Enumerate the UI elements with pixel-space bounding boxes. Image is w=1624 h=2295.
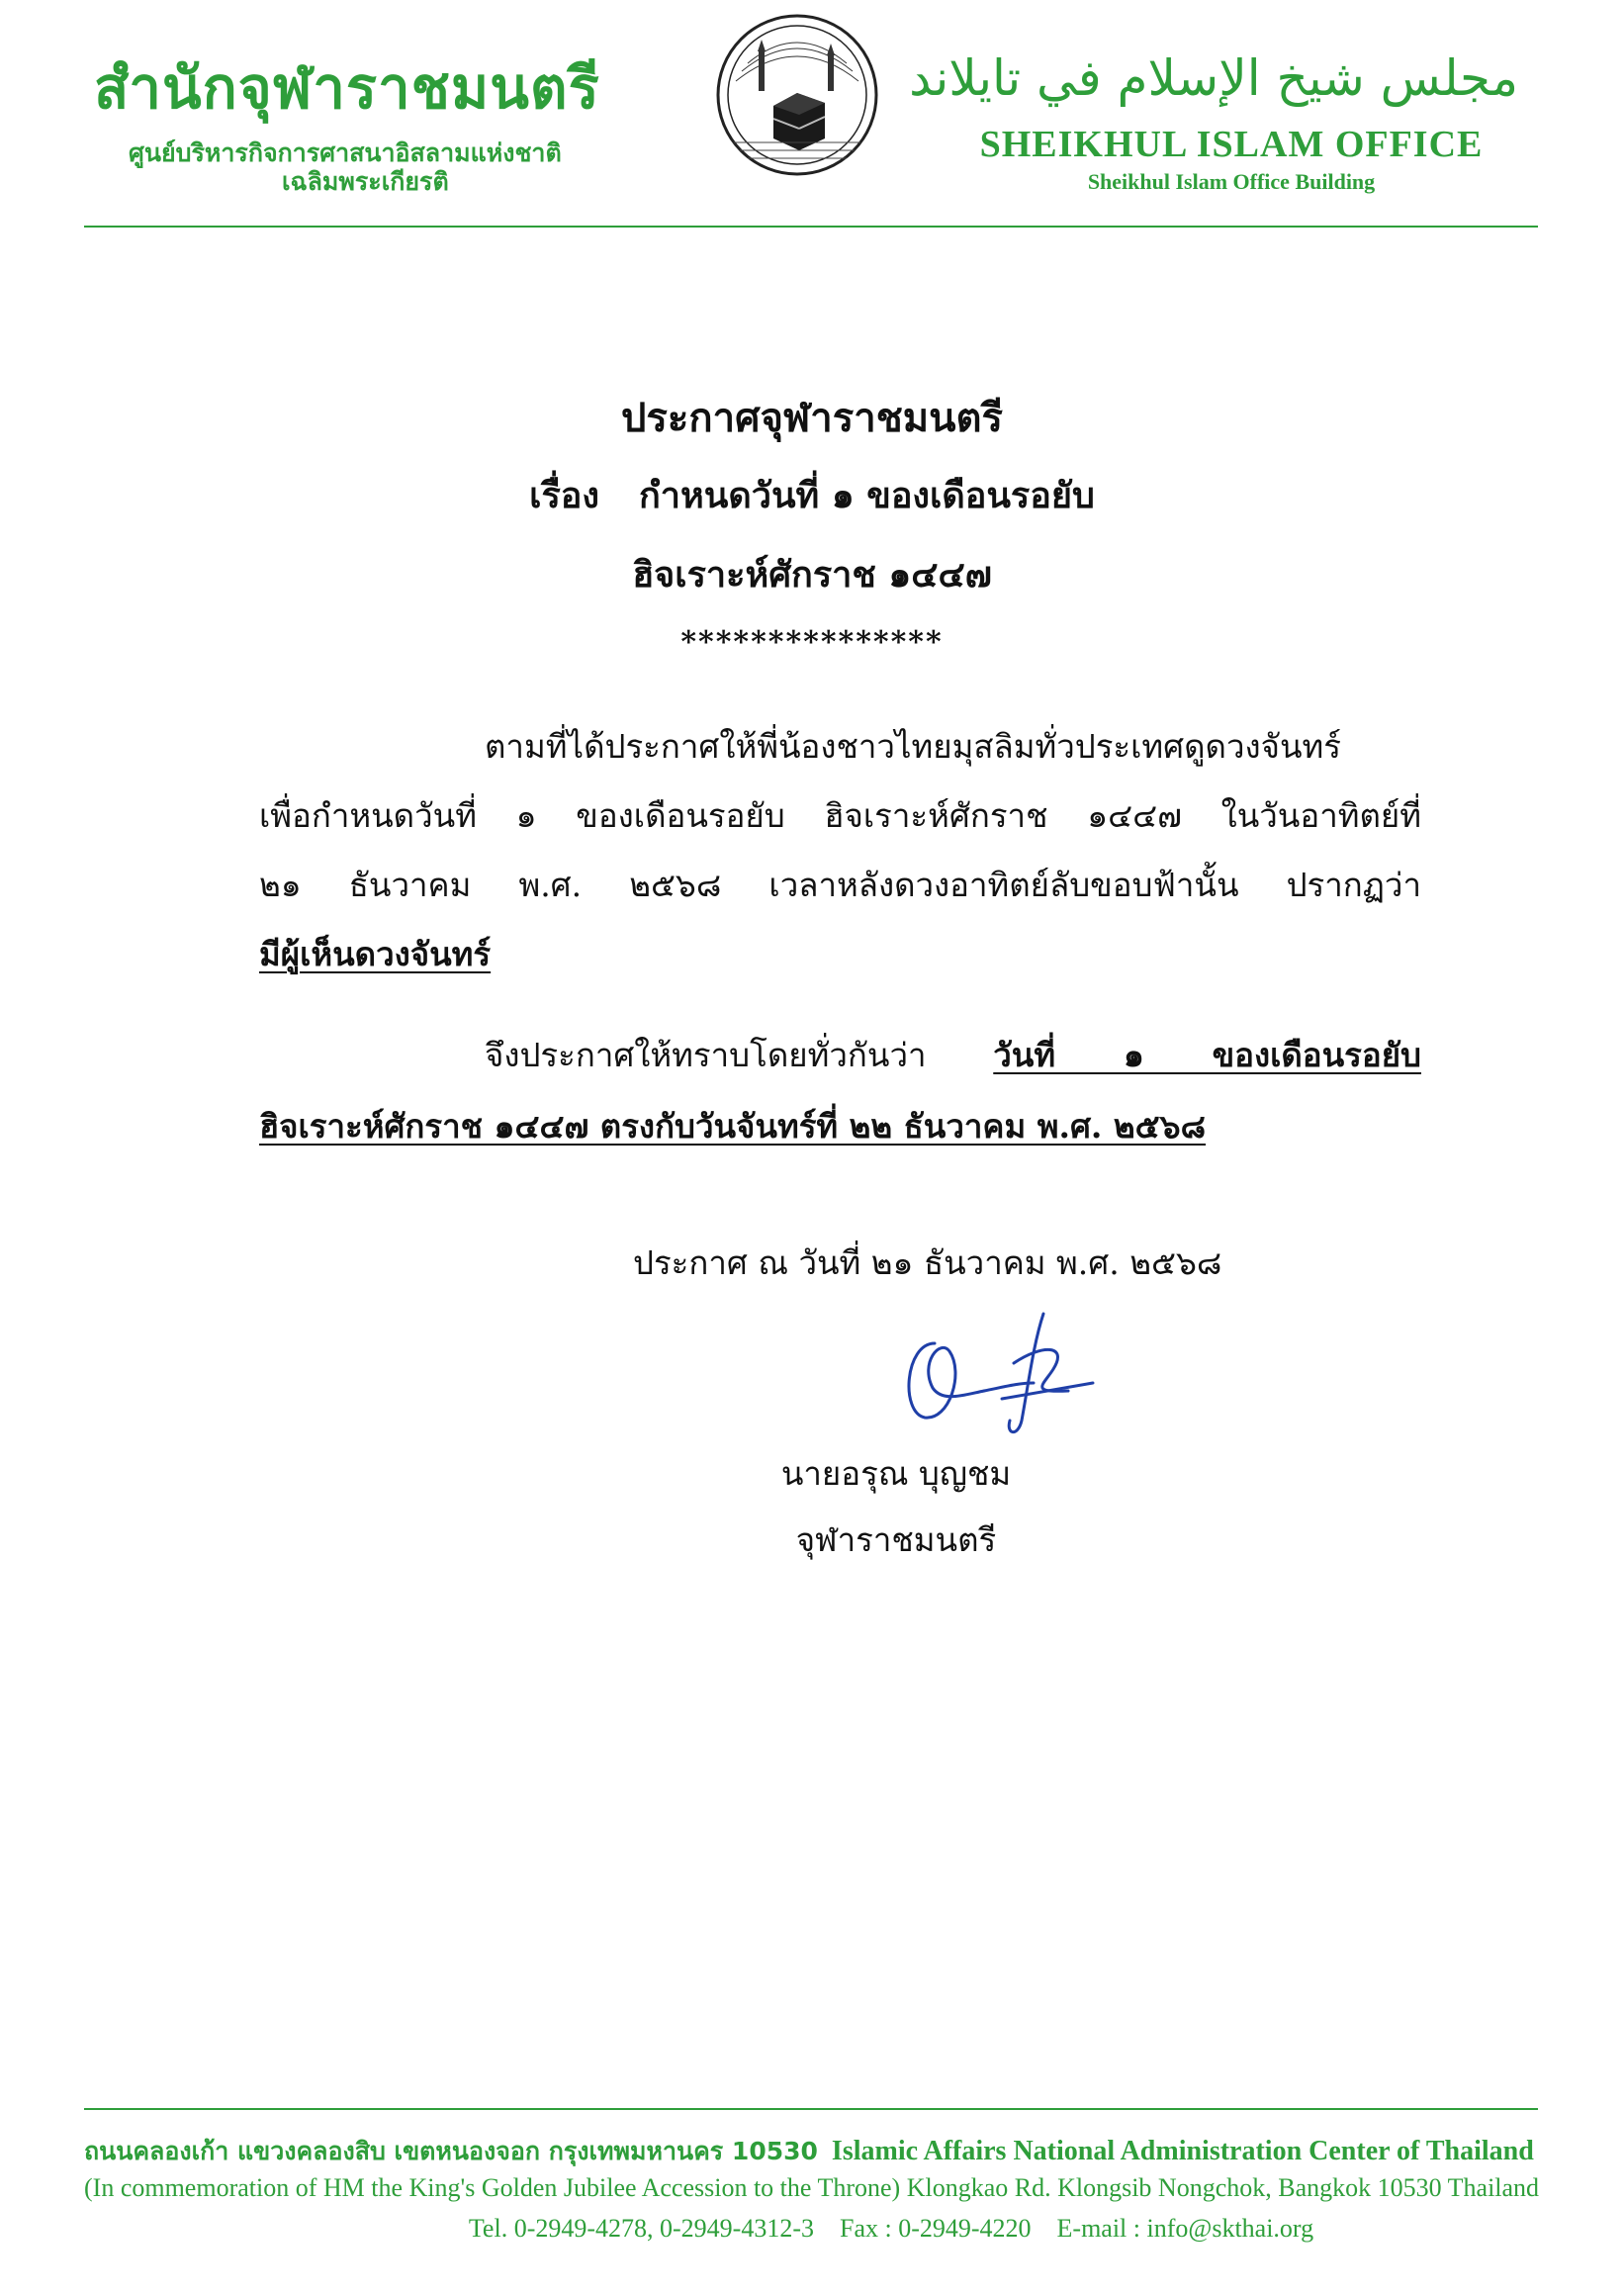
office-thai-subtitle: ศูนย์บริหารกิจการศาสนาอิสลามแห่งชาติ	[129, 138, 562, 167]
footer-english-org: Islamic Affairs National Administration Center of Thailand	[831, 2136, 1534, 2166]
hijri-year-line: ฮิจเราะห์ศักราช ๑๔๔๗	[632, 554, 992, 596]
footer-contact-line	[0, 2214, 1624, 2244]
footer-english-address: (In commemoration of HM the King's Golden Jubilee Accession to the Throne) Klongkao Rd. Klongsib Nongchok, Bangkok 10530 Thailand	[84, 2173, 1540, 2202]
office-thai-subtitle-2: เฉลิมพระเกียรติ	[282, 167, 449, 196]
office-arabic-name: مجلس شيخ الإسلام في تايلاند	[909, 49, 1518, 107]
footer-tel: Tel. 0-2949-4278, 0-2949-4312-3	[468, 2214, 814, 2243]
footer-address-line	[84, 2132, 1538, 2171]
footer-email: E-mail : info@skthai.org	[1056, 2214, 1314, 2243]
announcement-date: ประกาศ ณ วันที่ ๒๑ ธันวาคม พ.ศ. ๒๕๖๘	[633, 1243, 1222, 1282]
subject-label: เรื่อง	[529, 475, 599, 516]
paragraph-2-intro: จึงประกาศให้ทราบโดยทั่วกันว่า	[485, 1036, 927, 1074]
paragraph-1-line-4	[259, 928, 1421, 980]
sheikhul-islam-emblem-icon	[714, 12, 880, 178]
office-english-subtitle: Sheikhul Islam Office Building	[1087, 169, 1376, 194]
moon-sighted-result: มีผู้เห็นดวงจันทร์	[259, 935, 492, 973]
office-thai-name: สำนักจุฬาราชมนตรี	[94, 54, 600, 122]
footer-thai-address: ถนนคลองเก้า แขวงคลองสิบ เขตหนองจอก กรุงเทพมหานคร 10530	[84, 2137, 818, 2165]
paragraph-2-line-1	[485, 1029, 1421, 1081]
letterhead-divider	[84, 226, 1538, 228]
signature-icon	[895, 1304, 1113, 1452]
subject-text: กำหนดวันที่ ๑ ของเดือนรอยับ	[639, 475, 1095, 516]
paragraph-1-line-1: ตามที่ได้ประกาศให้พี่น้องชาวไทยมุสลิมทั่วประเทศดูดวงจันทร์	[485, 727, 1342, 766]
paragraph-2-date-equivalent: ฮิจเราะห์ศักราช ๑๔๔๗ ตรงกับวันจันทร์ที่ ๒๒ ธันวาคม พ.ศ. ๒๕๖๘	[259, 1107, 1207, 1146]
signer-name: นายอรุณ บุญชม	[780, 1454, 1012, 1493]
paragraph-2-date-start: วันที่ ๑ ของเดือนรอยับ	[993, 1036, 1421, 1074]
footer-divider	[84, 2108, 1538, 2110]
announcement-subject	[0, 467, 1624, 523]
office-english-name: SHEIKHUL ISLAM OFFICE	[979, 124, 1484, 165]
paragraph-2-line-2	[259, 1100, 1248, 1152]
separator-stars: ***************	[680, 625, 944, 660]
announcement-heading: ประกาศจุฬาราชมนตรี	[621, 395, 1003, 441]
paragraph-1-line-3: ๒๑ ธันวาคม พ.ศ. ๒๕๖๘ เวลาหลังดวงอาทิตย์ลับขอบฟ้านั้น ปรากฏว่า	[259, 866, 1421, 904]
signer-title: จุฬาราชมนตรี	[795, 1520, 997, 1559]
paragraph-1-line-2: เพื่อกำหนดวันที่ ๑ ของเดือนรอยับ ฮิจเราะห์ศักราช ๑๔๔๗ ในวันอาทิตย์ที่	[259, 796, 1421, 835]
footer-fax: Fax : 0-2949-4220	[839, 2214, 1032, 2243]
